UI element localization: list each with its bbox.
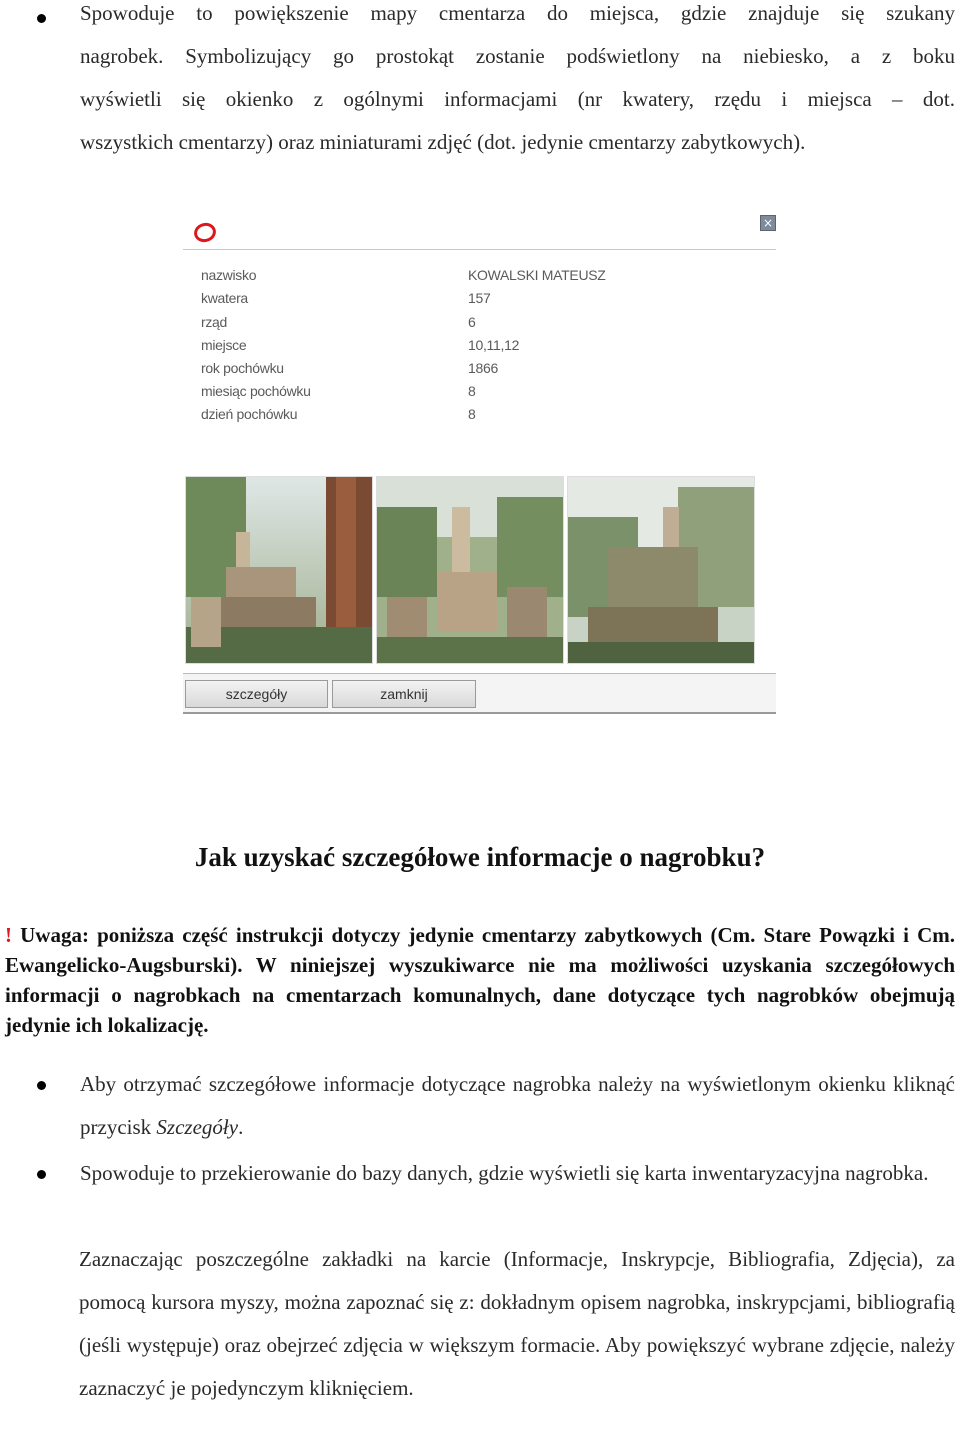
value-burial-day: 8 <box>468 406 476 422</box>
label-surname: nazwisko <box>201 267 257 283</box>
label-burial-day: dzień pochówku <box>201 406 298 422</box>
intro-line: Spowoduje to powiększenie mapy cmentarza do miejsca, gdzie znajduje się szukany <box>80 1 955 25</box>
details-button[interactable]: szczegóły <box>185 680 328 708</box>
grave-photo-thumbnail[interactable] <box>185 476 373 664</box>
value-row: 6 <box>468 314 476 330</box>
warning-text: Uwaga: poniższa część instrukcji dotyczy jedynie cmentarzy zabytkowych (Cm. Stare Powązki i Cm. Ewangelicko-Augsburski). W niniejszej wyszukiwarce nie ma możliwości uzyskania szczegółowych informacji o nagrobkach na cmentarzach komunalnych, dane dotyczące tych nagrobków obejmują jedynie ich lokalizację. <box>5 923 955 1037</box>
final-paragraph: Zaznaczając poszczególne zakładki na karcie (Informacje, Inskrypcje, Bibliografia, Zdjęcia), za pomocą kursora myszy, można zapoznać się z: dokładnym opisem nagrobka, inskrypcjami, bibliografią (jeśli występuje) oraz obejrzeć zdjęcia w większym formacie. Aby powiększyć wybrane zdjęcie, należy zaznaczyć je pojedynczym kliknięciem. <box>79 1247 955 1400</box>
bullet-end: . <box>238 1115 244 1139</box>
logo-icon <box>192 220 218 244</box>
label-burial-month: miesiąc pochówku <box>201 383 311 399</box>
value-surname: KOWALSKI MATEUSZ <box>468 267 606 283</box>
close-icon[interactable]: × <box>760 215 776 231</box>
label-quarter: kwatera <box>201 290 248 306</box>
warning-mark: ! <box>5 923 12 947</box>
value-place: 10,11,12 <box>468 337 520 353</box>
popup-header <box>183 213 776 250</box>
bullet-icon <box>37 14 46 23</box>
value-burial-month: 8 <box>468 383 476 399</box>
intro-bullet-text <box>80 0 955 164</box>
grave-info-popup <box>183 213 776 713</box>
intro-line: wyświetli się okienko z ogólnymi informacjami (nr kwatery, rzędu i miejsca – dot. <box>80 87 955 111</box>
bullet-text: Aby otrzymać szczegółowe informacje dotyczące nagrobka należy na wyświetlonym okienku kliknąć przycisk <box>80 1072 955 1139</box>
bullet-icon <box>37 1081 46 1090</box>
value-quarter: 157 <box>468 290 491 306</box>
value-burial-year: 1866 <box>468 360 498 376</box>
grave-photo-thumbnail[interactable] <box>376 476 564 664</box>
redirect-bullet-text: Spowoduje to przekierowanie do bazy danych, gdzie wyświetli się karta inwentaryzacyjna nagrobka. <box>80 1161 929 1185</box>
label-place: miejsce <box>201 337 247 353</box>
close-button[interactable]: zamknij <box>332 680 476 708</box>
instruction-bullet-text <box>80 1063 955 1149</box>
section-heading: Jak uzyskać szczegółowe informacje o nagrobku? <box>194 842 766 872</box>
label-row: rząd <box>201 314 228 330</box>
intro-line: nagrobek. Symbolizujący go prostokąt zostanie podświetlony na niebiesko, a z boku <box>80 44 955 68</box>
popup-footer <box>183 673 776 714</box>
bullet-icon <box>37 1170 46 1179</box>
label-burial-year: rok pochówku <box>201 360 284 376</box>
details-reference: Szczegóły <box>156 1115 239 1139</box>
warning-note <box>5 920 955 1040</box>
grave-photo-thumbnail[interactable] <box>567 476 755 664</box>
intro-line: wszystkich cmentarzy) oraz miniaturami zdjęć (dot. jedynie cmentarzy zabytkowych). <box>80 130 806 154</box>
